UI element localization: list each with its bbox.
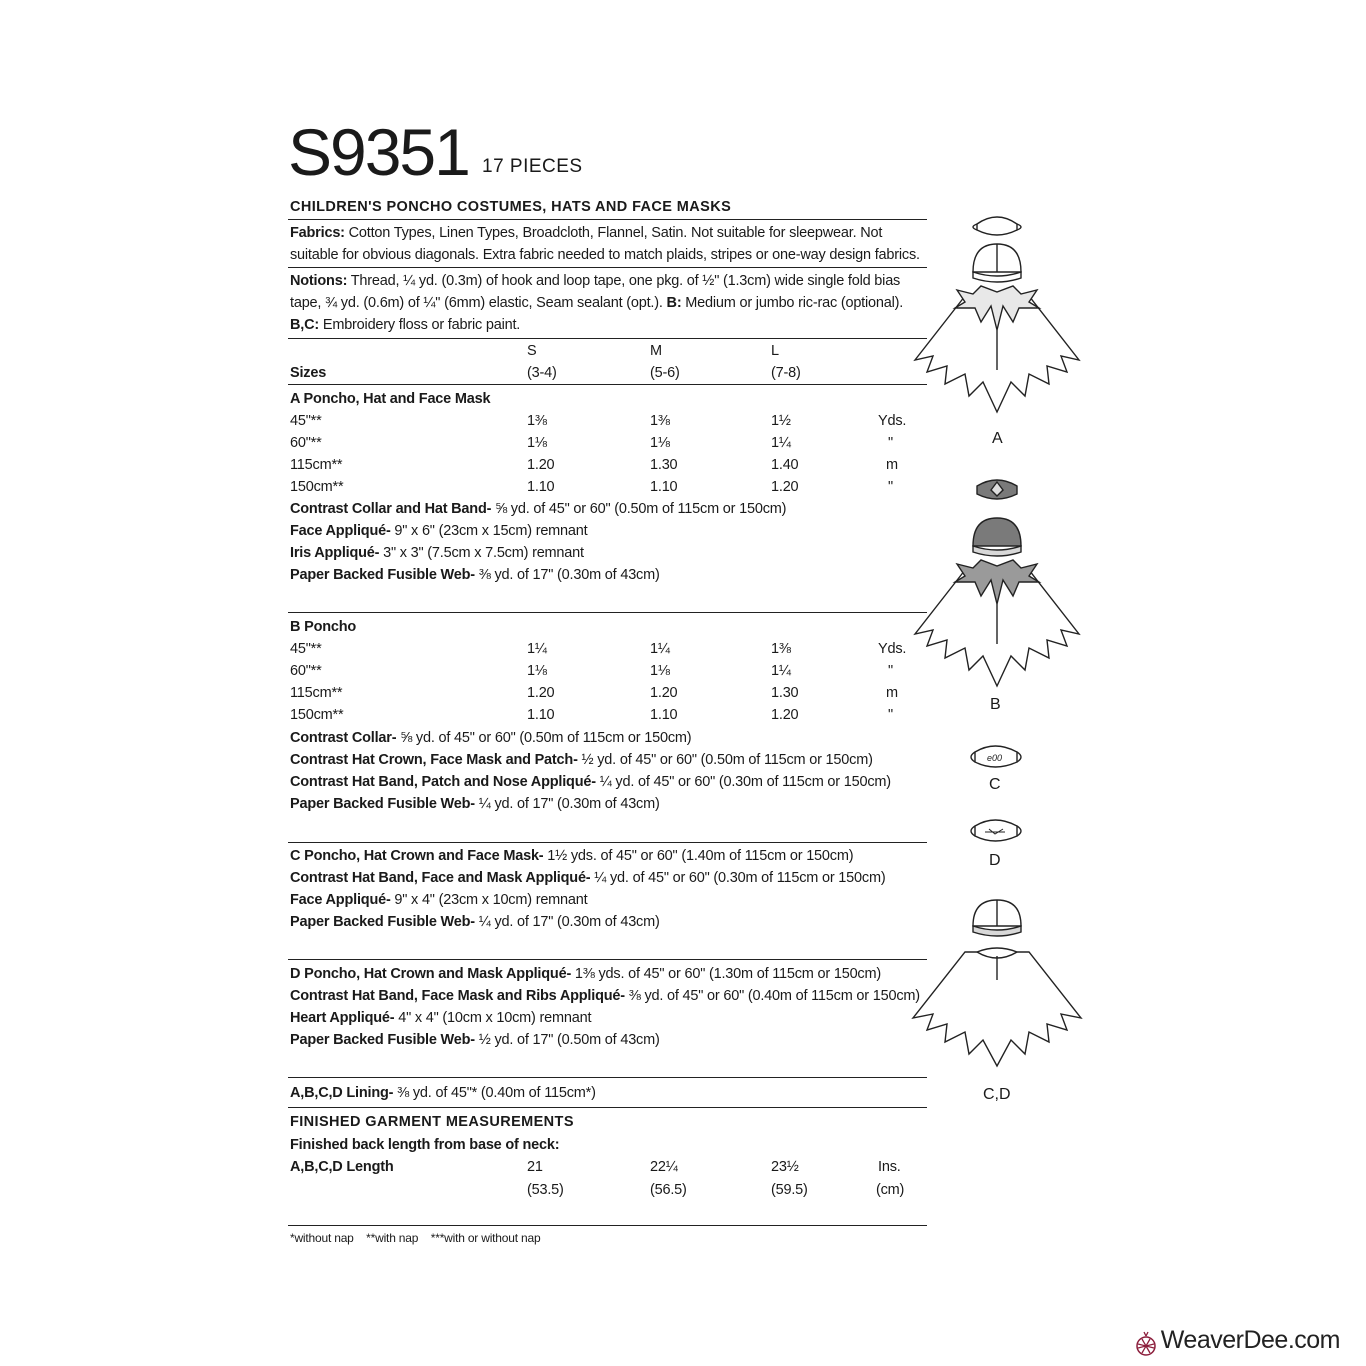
- yardage-l: 1¼: [771, 663, 791, 679]
- yardage-unit: m: [886, 457, 898, 473]
- view-a-label: A: [992, 430, 1003, 447]
- section-a-extra: Paper Backed Fusible Web- ⅜ yd. of 17" (0.30m of 43cm): [290, 567, 660, 583]
- section-b-title: B Poncho: [290, 619, 357, 635]
- yardage-s: 1¼: [527, 641, 547, 657]
- hat-illustration-a: [973, 244, 1021, 282]
- fabric-width: 115cm**: [290, 685, 343, 701]
- yardage-m: 1⅛: [650, 663, 670, 679]
- length-unit-cm: (cm): [876, 1182, 905, 1198]
- view-c-label: C: [989, 776, 1001, 793]
- divider: [288, 267, 927, 268]
- yardage-l: 1½: [771, 413, 791, 429]
- divider: [288, 842, 927, 843]
- yardage-s: 1⅛: [527, 435, 547, 451]
- length-m: 22¼: [650, 1159, 678, 1175]
- hat-illustration-cd: [973, 900, 1021, 936]
- weaverdee-logo-icon: [1132, 1330, 1160, 1358]
- finished-row-label: A,B,C,D Length: [290, 1159, 394, 1175]
- yardage-s: 1.10: [527, 707, 555, 723]
- yardage-m: 1⅜: [650, 413, 670, 429]
- finished-title: FINISHED GARMENT MEASUREMENTS: [290, 1114, 574, 1130]
- yardage-s: 1.20: [527, 457, 555, 473]
- length-s: 21: [527, 1159, 543, 1175]
- yardage-m: 1.10: [650, 707, 678, 723]
- finished-subtitle: Finished back length from base of neck:: [290, 1137, 560, 1153]
- notions-line-1: Notions: Thread, ¼ yd. (0.3m) of hook and loop tape, one pkg. of ½" (1.3cm) wide single fold bias: [290, 273, 901, 289]
- fabric-width: 150cm**: [290, 707, 344, 723]
- divider: [288, 384, 927, 385]
- view-d-label: D: [989, 852, 1001, 869]
- yardage-m: 1.20: [650, 685, 678, 701]
- yardage-unit: Yds.: [878, 413, 907, 429]
- fabric-width: 45"**: [290, 413, 322, 429]
- divider: [288, 1077, 927, 1078]
- yardage-unit: Yds.: [878, 641, 907, 657]
- size-s-range: (3-4): [527, 365, 557, 381]
- mask-illustration-b: [977, 480, 1017, 499]
- poncho-illustration-a: [915, 286, 1079, 412]
- size-m: M: [650, 343, 662, 359]
- yardage-s: 1.20: [527, 685, 555, 701]
- poncho-illustration-cd: [913, 948, 1081, 1066]
- length-l-cm: (59.5): [771, 1182, 808, 1198]
- poncho-illustration-b: [915, 560, 1079, 686]
- yardage-m: 1⅛: [650, 435, 670, 451]
- section-a-extra: Contrast Collar and Hat Band- ⅝ yd. of 45" or 60" (0.50m of 115cm or 150cm): [290, 501, 787, 517]
- yardage-l: 1.30: [771, 685, 799, 701]
- yardage-l: 1.20: [771, 707, 799, 723]
- section-a-extra: Iris Appliqué- 3" x 3" (7.5cm x 7.5cm) remnant: [290, 545, 584, 561]
- size-s: S: [527, 343, 537, 359]
- fabric-width: 60"**: [290, 435, 322, 451]
- section-b-extra: Contrast Collar- ⅝ yd. of 45" or 60" (0.50m of 115cm or 150cm): [290, 730, 692, 746]
- pattern-number: S9351: [288, 115, 469, 189]
- section-c-line: C Poncho, Hat Crown and Face Mask- 1½ yds. of 45" or 60" (1.40m of 115cm or 150cm): [290, 848, 854, 864]
- fabrics-line-1: Fabrics: Cotton Types, Linen Types, Broadcloth, Flannel, Satin. Not suitable for sleepwear. Not: [290, 225, 883, 241]
- section-b-extra: Contrast Hat Crown, Face Mask and Patch- ½ yd. of 45" or 60" (0.50m of 115cm or 150cm): [290, 752, 873, 768]
- mask-illustration-a: [973, 217, 1021, 235]
- length-m-cm: (56.5): [650, 1182, 687, 1198]
- section-c-line: Contrast Hat Band, Face and Mask Appliqué- ¼ yd. of 45" or 60" (0.30m of 115cm or 150cm): [290, 870, 886, 886]
- yardage-m: 1.30: [650, 457, 678, 473]
- length-unit: Ins.: [878, 1159, 901, 1175]
- divider: [288, 1107, 927, 1108]
- size-l-range: (7-8): [771, 365, 801, 381]
- divider: [288, 219, 927, 220]
- length-l: 23½: [771, 1159, 799, 1175]
- section-a-extra: Face Appliqué- 9" x 6" (23cm x 15cm) remnant: [290, 523, 588, 539]
- yardage-unit: ": [888, 479, 893, 495]
- yardage-s: 1.10: [527, 479, 555, 495]
- yardage-l: 1.20: [771, 479, 799, 495]
- section-b-extra: Paper Backed Fusible Web- ¼ yd. of 17" (0.30m of 43cm): [290, 796, 660, 812]
- section-a-title: A Poncho, Hat and Face Mask: [290, 391, 491, 407]
- yardage-s: 1⅜: [527, 413, 547, 429]
- hat-illustration-b: [973, 518, 1021, 556]
- yardage-unit: m: [886, 685, 898, 701]
- yardage-unit: ": [888, 663, 893, 679]
- divider: [288, 959, 927, 960]
- yardage-l: 1¼: [771, 435, 791, 451]
- notions-line-2: tape, ¾ yd. (0.6m) of ¼" (6mm) elastic, Seam sealant (opt.). B: Medium or jumbo ric-rac (optional).: [290, 295, 904, 311]
- divider: [288, 612, 927, 613]
- yardage-unit: ": [888, 435, 893, 451]
- pattern-title: CHILDREN'S PONCHO COSTUMES, HATS AND FACE MASKS: [290, 199, 732, 215]
- mask-illustration-d: [971, 820, 1021, 841]
- section-b-extra: Contrast Hat Band, Patch and Nose Appliqué- ¼ yd. of 45" or 60" (0.30m of 115cm or 150cm): [290, 774, 891, 790]
- section-d-line: Paper Backed Fusible Web- ½ yd. of 17" (0.50m of 43cm): [290, 1032, 660, 1048]
- fabric-width: 60"**: [290, 663, 322, 679]
- view-b-label: B: [990, 696, 1001, 713]
- yardage-s: 1⅛: [527, 663, 547, 679]
- sizes-label: Sizes: [290, 365, 327, 381]
- length-s-cm: (53.5): [527, 1182, 564, 1198]
- notions-line-3: B,C: Embroidery floss or fabric paint.: [290, 317, 521, 333]
- divider: [288, 338, 927, 339]
- section-d-line: Heart Appliqué- 4" x 4" (10cm x 10cm) remnant: [290, 1010, 592, 1026]
- view-illustrations: [905, 200, 1095, 1140]
- lining-line: A,B,C,D Lining- ⅜ yd. of 45"* (0.40m of 115cm*): [290, 1085, 596, 1101]
- svg-text:e00: e00: [987, 753, 1003, 763]
- view-cd-label: C,D: [983, 1086, 1011, 1103]
- size-l: L: [771, 343, 779, 359]
- fabric-width: 115cm**: [290, 457, 343, 473]
- section-d-line: Contrast Hat Band, Face Mask and Ribs Appliqué- ⅜ yd. of 45" or 60" (0.40m of 115cm or 150cm): [290, 988, 920, 1004]
- fabric-width: 150cm**: [290, 479, 344, 495]
- yardage-m: 1.10: [650, 479, 678, 495]
- footnote: *without nap **with nap ***with or without nap: [290, 1231, 541, 1245]
- yardage-l: 1.40: [771, 457, 799, 473]
- yardage-l: 1⅜: [771, 641, 791, 657]
- size-m-range: (5-6): [650, 365, 680, 381]
- brand-watermark[interactable]: WeaverDee.com: [1160, 1326, 1340, 1354]
- yardage-unit: ": [888, 707, 893, 723]
- yardage-m: 1¼: [650, 641, 670, 657]
- section-c-line: Face Appliqué- 9" x 4" (23cm x 10cm) remnant: [290, 892, 588, 908]
- fabric-width: 45"**: [290, 641, 322, 657]
- piece-count: 17 PIECES: [482, 156, 583, 177]
- section-c-line: Paper Backed Fusible Web- ¼ yd. of 17" (0.30m of 43cm): [290, 914, 660, 930]
- section-d-line: D Poncho, Hat Crown and Mask Appliqué- 1⅜ yds. of 45" or 60" (1.30m of 115cm or 150cm): [290, 966, 881, 982]
- divider: [288, 1225, 927, 1226]
- mask-illustration-c: [971, 746, 1021, 767]
- fabrics-line-2: suitable for obvious diagonals. Extra fabric needed to match plaids, stripes or one-way design fabrics.: [290, 247, 920, 263]
